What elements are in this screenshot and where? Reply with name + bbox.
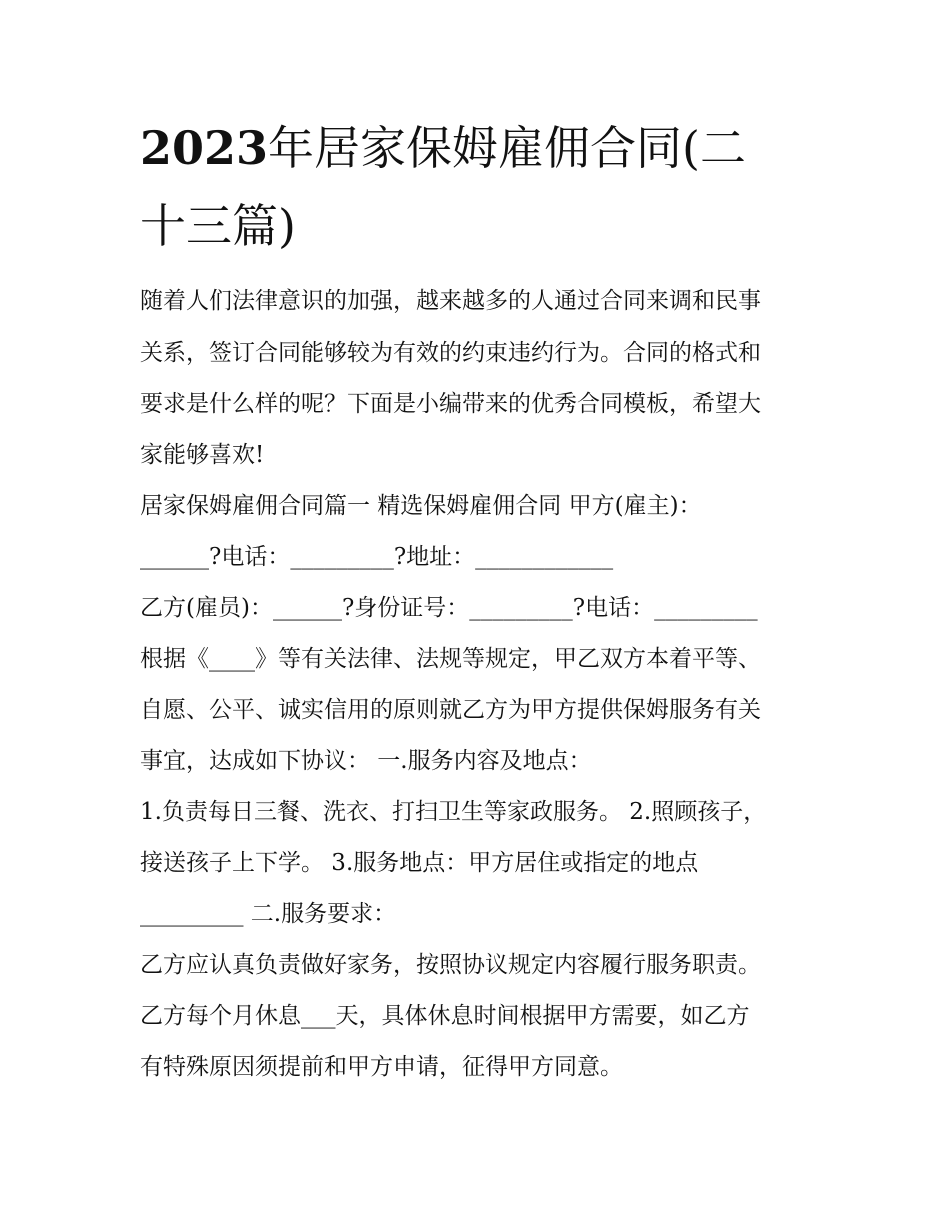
paragraph-line: 乙方每个月休息___天，具体休息时间根据甲方需要，如乙方 xyxy=(140,1003,750,1029)
paragraph-line: _________ 二.服务要求： xyxy=(140,901,397,927)
paragraph-line: 乙方应认真负责做好家务，按照协议规定内容履行服务职责。 xyxy=(140,952,761,978)
paragraph-line: 随着人们法律意识的加强，越来越多的人通过合同来调和民事 xyxy=(140,288,761,314)
paragraph-line: 事宜，达成如下协议： 一.服务内容及地点： xyxy=(140,748,592,774)
paragraph-line: 根据《____》等有关法律、法规等规定，甲乙双方本着平等、 xyxy=(140,646,761,672)
paragraph-line: 1.负责每日三餐、洗衣、打扫卫生等家政服务。 2.照顾孩子， xyxy=(140,799,767,825)
paragraph-line: 家能够喜欢! xyxy=(140,442,265,468)
paragraph-line: 接送孩子上下学。 3.服务地点：甲方居住或指定的地点 xyxy=(140,850,699,876)
contract-field-line: ______?电话：_________?地址：____________ xyxy=(140,544,614,570)
title-year: 2023 xyxy=(140,121,269,175)
paragraph-line: 自愿、公平、诚实信用的原则就乙方为甲方提供保姆服务有关 xyxy=(140,697,761,723)
document-title-line-1 xyxy=(140,118,746,178)
document-title-line-2: 十三篇) xyxy=(140,199,296,253)
title-text-part-1: 年居家保姆雇佣合同(二 xyxy=(268,121,746,175)
contract-field-line: 乙方(雇员)：______?身份证号：_________?电话：_________ xyxy=(140,595,758,621)
paragraph-line: 关系，签订合同能够较为有效的约束违约行为。合同的格式和 xyxy=(140,340,761,366)
paragraph-line: 有特殊原因须提前和甲方申请，征得甲方同意。 xyxy=(140,1054,623,1080)
paragraph-line: 要求是什么样的呢？下面是小编带来的优秀合同模板，希望大 xyxy=(140,391,761,417)
paragraph-line: 居家保姆雇佣合同篇一 精选保姆雇佣合同 甲方(雇主)： xyxy=(140,493,702,519)
